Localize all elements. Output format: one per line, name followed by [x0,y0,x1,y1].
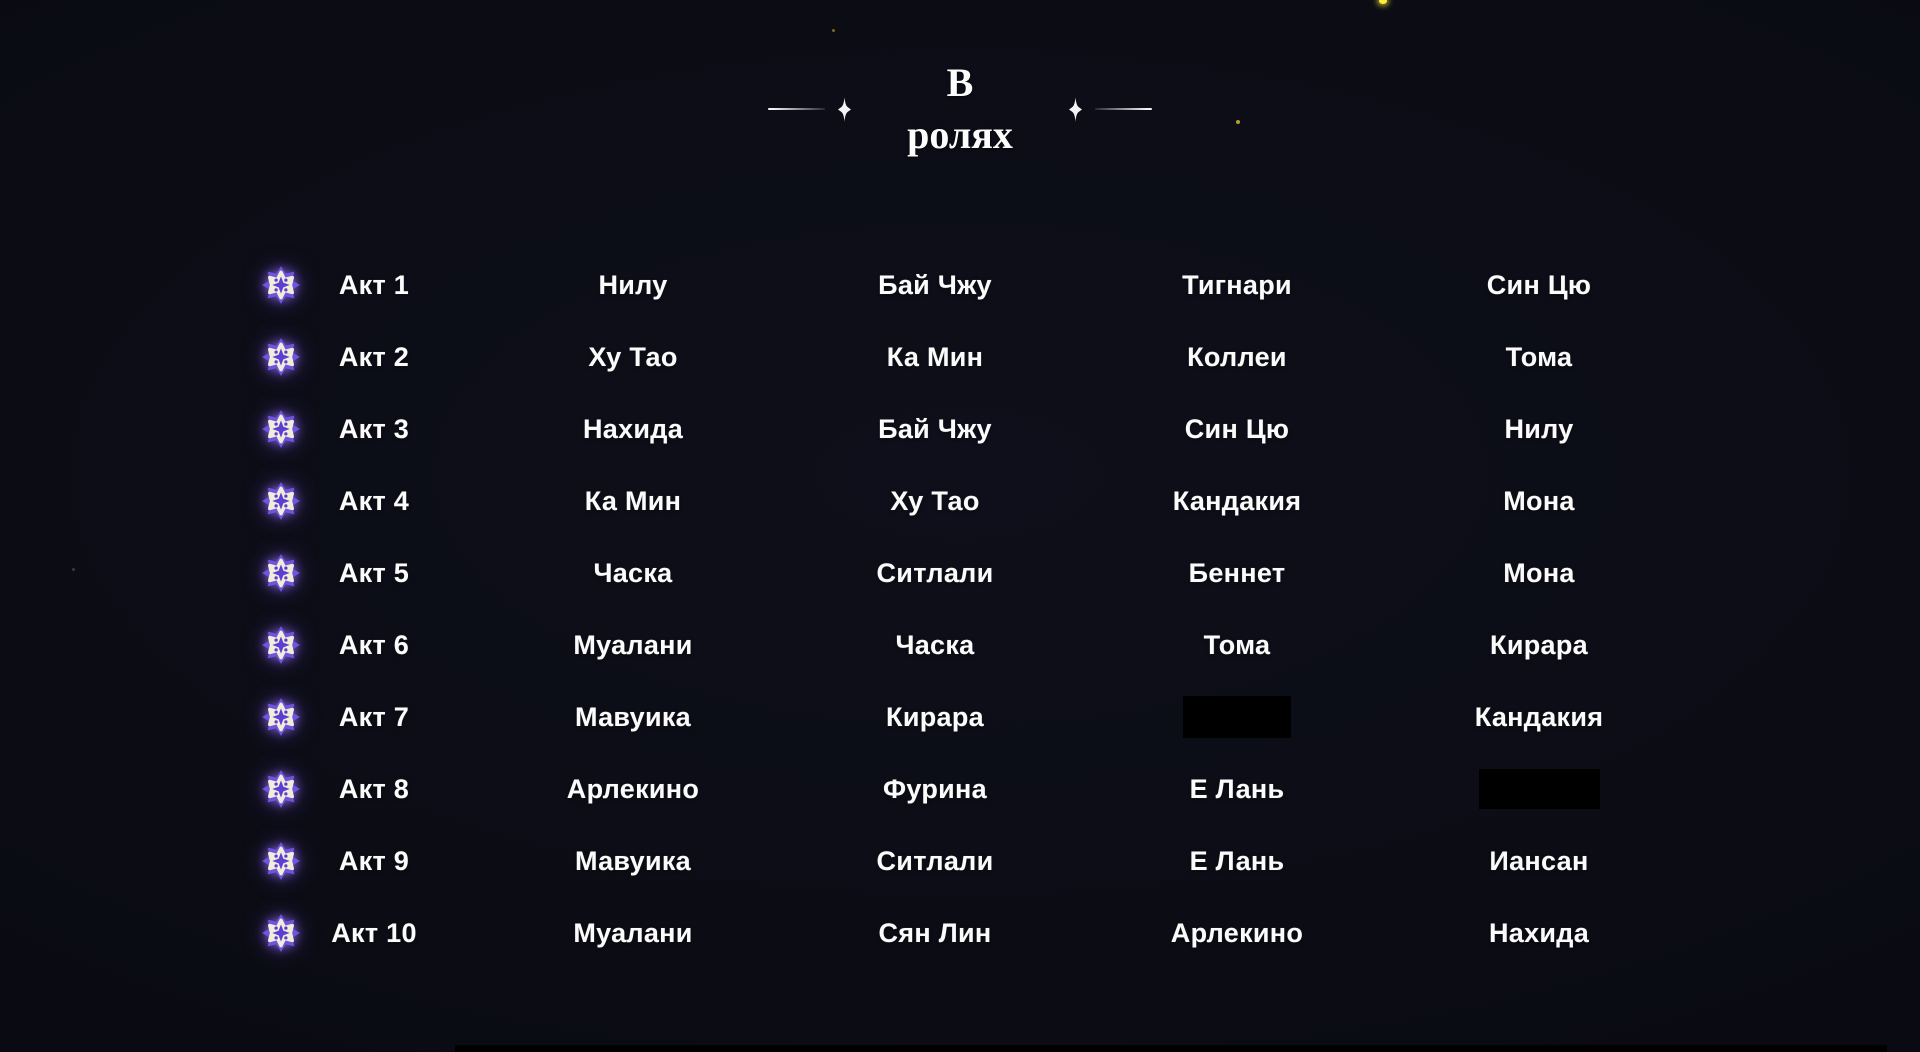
sparkle-star-icon [838,97,851,122]
act-emblem-icon [261,841,301,881]
cast-name: Ситлали [876,557,994,588]
cast-table [0,249,1690,969]
act-label: Акт 10 [331,917,417,948]
act-emblem-icon [261,481,301,521]
title-divider-line [1095,108,1152,110]
cast-name: Мавуика [574,845,691,876]
cast-name: Кандакия [1474,701,1604,732]
cast-name: Нилу [1504,413,1574,444]
table-row [0,537,1690,609]
cast-name: Нилу [598,269,668,300]
act-label: Акт 8 [338,773,410,804]
background-particle [832,29,835,32]
redacted-name-box [1183,696,1291,738]
cast-name: Муалани [573,917,693,948]
cast-name: Е Лань [1189,845,1285,876]
cast-name: Кандакия [1172,485,1302,516]
cast-name: Коллеи [1187,341,1287,372]
act-emblem-icon [261,697,301,737]
cast-name: Иансан [1489,845,1589,876]
cast-name: Фурина [883,773,987,804]
table-row [0,897,1690,969]
act-emblem-icon [261,769,301,809]
cast-name: Тигнари [1182,269,1292,300]
table-row [0,393,1690,465]
credits-title-block [0,57,1920,161]
cast-name: Часка [593,557,673,588]
cast-name: Ситлали [876,845,994,876]
cast-name: Сян Лин [878,917,992,948]
page-title [898,57,1022,161]
table-row [0,609,1690,681]
act-emblem-icon [261,625,301,665]
table-row [0,249,1690,321]
page-title-line2: ролях [907,112,1013,157]
cast-name: Тома [1505,341,1573,372]
act-label: Акт 5 [338,557,410,588]
cast-name: Ху Тао [588,341,678,372]
cast-name: Муалани [573,629,693,660]
cast-name: Ка Мин [886,341,984,372]
cast-name: Бай Чжу [878,413,992,444]
cast-name: Бай Чжу [878,269,992,300]
cast-name: Беннет [1188,557,1286,588]
cast-name: Нахида [582,413,684,444]
cast-name: Арлекино [1170,917,1304,948]
sparkle-star-icon [1069,97,1082,122]
bottom-letterbox-bar [455,1045,1887,1052]
cast-name: Ху Тао [890,485,980,516]
cast-name: Часка [895,629,975,660]
redacted-name-box [1479,769,1600,809]
cast-name: Кирара [886,701,984,732]
cast-name: Мавуика [574,701,691,732]
cast-name: Мона [1503,485,1575,516]
act-label: Акт 9 [338,845,410,876]
act-emblem-icon [261,337,301,377]
title-divider-line [768,108,825,110]
table-row [0,465,1690,537]
act-label: Акт 4 [338,485,410,516]
cast-name: Ка Мин [584,485,682,516]
act-emblem-icon [261,409,301,449]
cast-name: Кирара [1490,629,1588,660]
act-label: Акт 7 [338,701,410,732]
act-emblem-icon [261,553,301,593]
cast-name: Син Цю [1184,413,1290,444]
act-emblem-icon [261,265,301,305]
cast-name: Мона [1503,557,1575,588]
table-row [0,681,1690,753]
table-row [0,321,1690,393]
act-label: Акт 2 [338,341,410,372]
act-label: Акт 1 [338,269,410,300]
background-particle [1379,0,1387,4]
act-label: Акт 6 [338,629,410,660]
act-label: Акт 3 [338,413,410,444]
act-emblem-icon [261,913,301,953]
cast-name: Син Цю [1486,269,1592,300]
cast-name: Е Лань [1189,773,1285,804]
page-title-line1: В [946,60,974,105]
cast-name: Арлекино [566,773,700,804]
cast-name: Тома [1203,629,1271,660]
cast-name: Нахида [1488,917,1590,948]
table-row [0,825,1690,897]
table-row [0,753,1690,825]
